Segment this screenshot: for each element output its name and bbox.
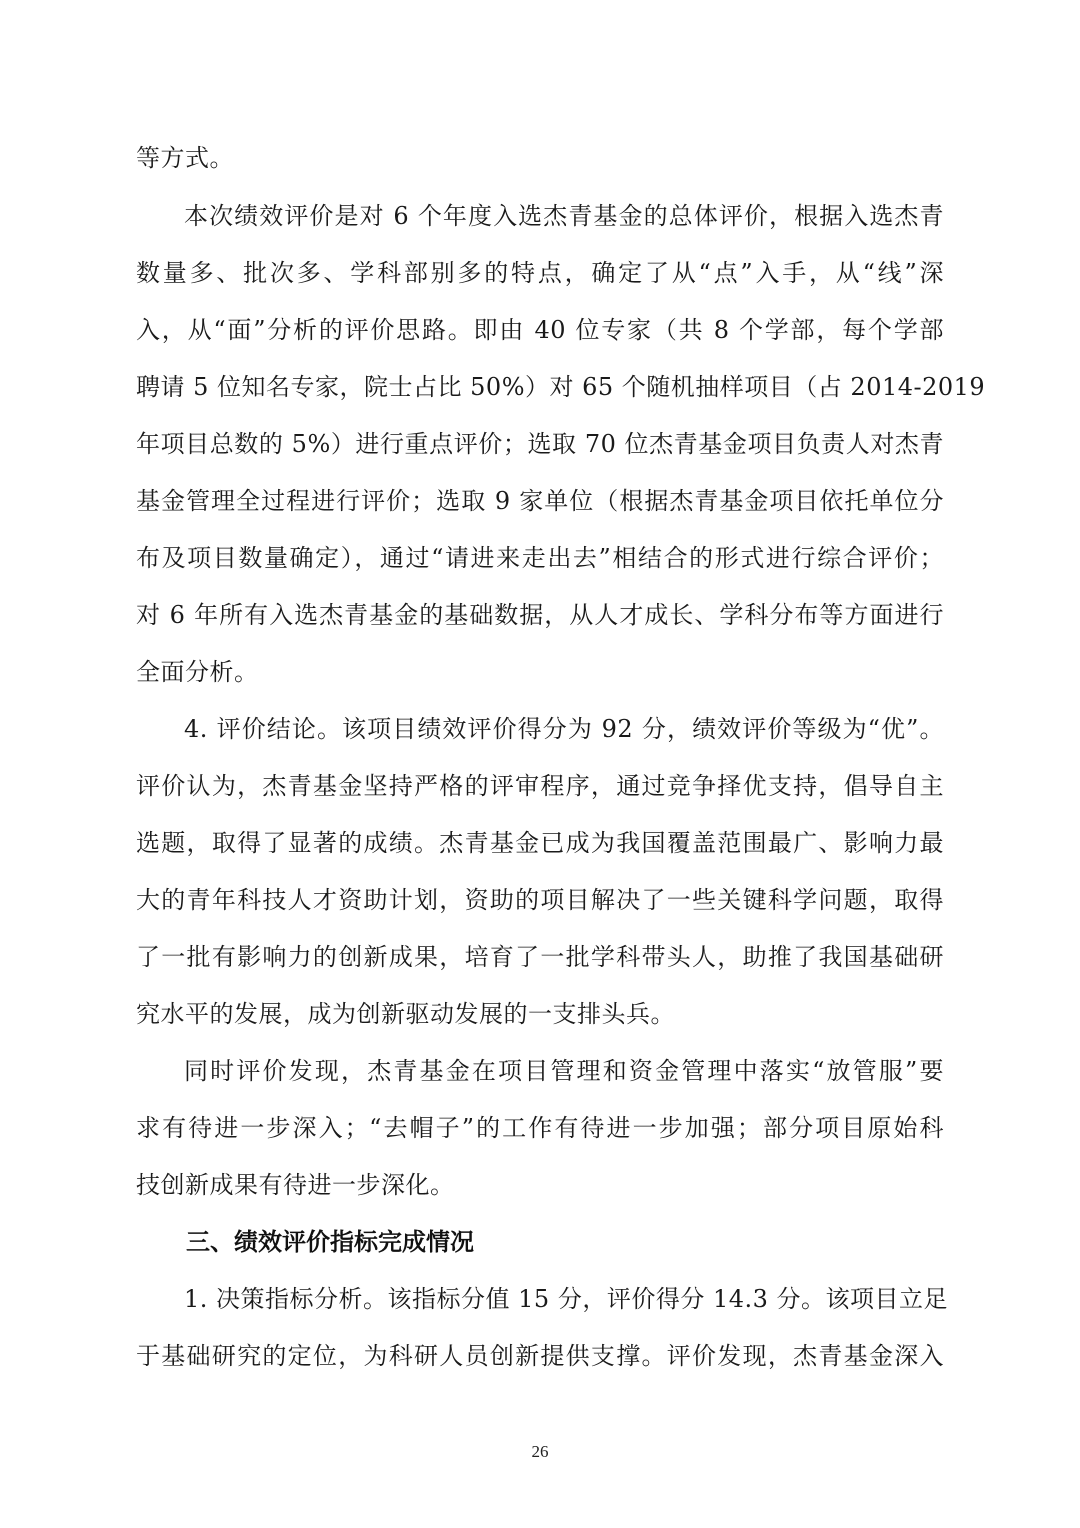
paragraph-line: 等方式。 <box>136 144 234 172</box>
paragraph-line: 基金管理全过程进行评价；选取 9 家单位（根据杰青基金项目依托单位分 <box>136 487 944 515</box>
paragraph-line: 全面分析。 <box>136 658 259 686</box>
paragraph-line: 对 6 年所有入选杰青基金的基础数据，从人才成长、学科分布等方面进行 <box>136 601 944 629</box>
page-number: 26 <box>531 1442 549 1461</box>
paragraph-line: 大的青年科技人才资助计划，资助的项目解决了一些关键科学问题，取得 <box>136 886 944 914</box>
paragraph-line: 1. 决策指标分析。该指标分值 15 分，评价得分 14.3 分。该项目立足 <box>184 1285 949 1313</box>
paragraph-line: 求有待进一步深入；“去帽子”的工作有待进一步加强；部分项目原始科 <box>136 1114 944 1142</box>
paragraph-line: 究水平的发展，成为创新驱动发展的一支排头兵。 <box>136 1000 675 1028</box>
paragraph-line: 选题，取得了显著的成绩。杰青基金已成为我国覆盖范围最广、影响力最 <box>136 829 944 857</box>
paragraph-line: 数量多、批次多、学科部别多的特点，确定了从“点”入手，从“线”深 <box>136 259 944 287</box>
paragraph-line: 技创新成果有待进一步深化。 <box>136 1171 455 1199</box>
paragraph-line: 本次绩效评价是对 6 个年度入选杰青基金的总体评价，根据入选杰青 <box>184 202 944 230</box>
section-heading: 三、绩效评价指标完成情况 <box>186 1228 474 1256</box>
paragraph-line: 聘请 5 位知名专家，院士占比 50%）对 65 个随机抽样项目（占 2014-2019 <box>136 373 986 401</box>
paragraph-line: 于基础研究的定位，为科研人员创新提供支撑。评价发现，杰青基金深入 <box>136 1342 944 1370</box>
paragraph-line: 布及项目数量确定），通过“请进来走出去”相结合的形式进行综合评价； <box>136 544 944 572</box>
paragraph-line: 年项目总数的 5%）进行重点评价；选取 70 位杰青基金项目负责人对杰青 <box>136 430 944 458</box>
paragraph-line: 了一批有影响力的创新成果，培育了一批学科带头人，助推了我国基础研 <box>136 943 944 971</box>
paragraph-line: 4. 评价结论。该项目绩效评价得分为 92 分，绩效评价等级为“优”。 <box>184 715 944 743</box>
paragraph-line: 同时评价发现，杰青基金在项目管理和资金管理中落实“放管服”要 <box>184 1057 944 1085</box>
paragraph-line: 评价认为，杰青基金坚持严格的评审程序，通过竞争择优支持，倡导自主 <box>136 772 944 800</box>
paragraph-line: 入，从“面”分析的评价思路。即由 40 位专家（共 8 个学部，每个学部 <box>136 316 944 344</box>
